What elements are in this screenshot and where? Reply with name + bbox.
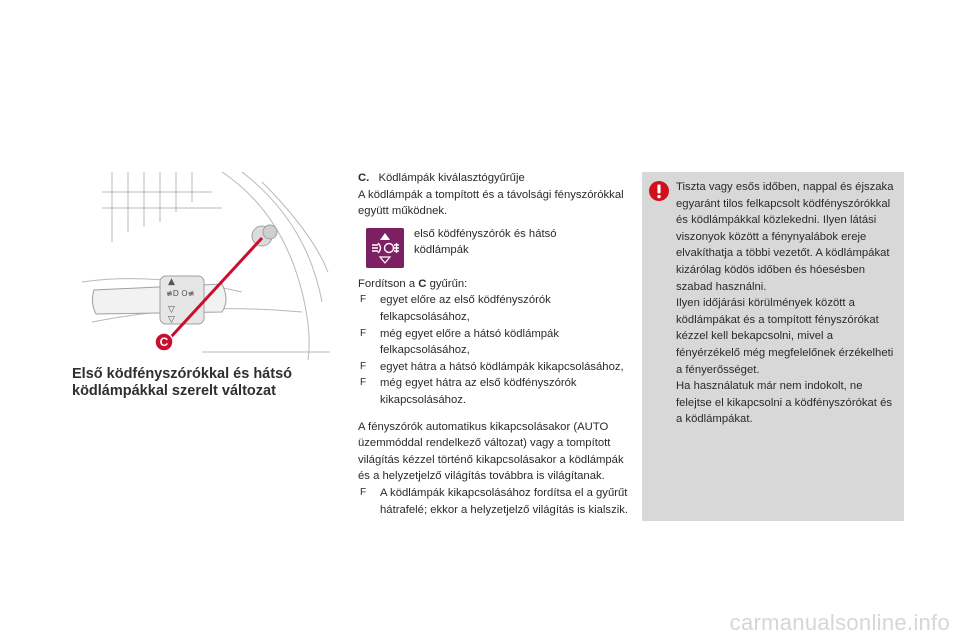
section-title — [72, 366, 342, 400]
turn-letter: C — [418, 277, 427, 290]
bullet-glyph: F — [360, 360, 367, 372]
auto-paragraph: A fényszórók automatikus kikapcsolásakor (AUTO üzemmóddal rendelkező változat) vagy a tompított világítás kézzel történő kikapcsolásakor a ködlámpák és a helyzetjelző világítás továbbra is világítanak. — [358, 420, 624, 483]
step-text: A ködlámpák kikapcsolásához fordítsa el a gyűrűt hátrafelé; ekkor a helyzetjelző világítás is kialszik. — [380, 486, 629, 516]
warning-text — [676, 179, 898, 428]
section-title-line2: ködlámpákkal szerelt változat — [72, 383, 276, 399]
c-label: C. — [358, 172, 370, 184]
warning-paragraph-3: Ha használatuk már nem indokolt, ne felejtse el kikapcsolni a ködfényszórókat és a ködlámpákat. — [676, 380, 893, 426]
turn-prefix: Fordítson a — [358, 277, 419, 290]
fog-lamp-stalk-illustration — [72, 172, 330, 360]
watermark: carmanualsonline.info — [729, 610, 950, 635]
warning-exclamation-icon — [648, 180, 670, 202]
warning-paragraph-2: Ilyen időjárási körülmények között a ködlámpákat és a tompított fényszórókat kézzel kell bekapcsolni, mivel a fényérzékelő még megfelelőnek érzékelheti a fényerősséget. — [676, 297, 894, 376]
step-text: még egyet előre a hátsó ködlámpák felkapcsolásához, — [380, 327, 559, 357]
list-item — [358, 359, 630, 376]
bullet-glyph: F — [360, 377, 367, 389]
bullet-glyph: F — [360, 327, 367, 339]
fog-symbol-description: első ködfényszórók és hátsó ködlámpák — [414, 227, 557, 257]
svg-text:▲: ▲ — [168, 277, 175, 287]
bullet-glyph: F — [360, 486, 367, 498]
warning-box — [642, 172, 904, 521]
list-item — [358, 292, 630, 325]
fog-symbol-row — [358, 226, 630, 276]
warning-paragraph-1: Tiszta vagy esős időben, nappal és éjszaka egyaránt tilos felkapcsolt ködfényszórókkal és ködlámpákkal közlekedni. Ilyen látási viszonyok között a fénynyalábok ereje elvakíthatja a többi vezetőt. A ködlámpákat kizárólag ködös időben és hóesésben szabad használni. — [676, 181, 894, 293]
step-text: egyet hátra a hátsó ködlámpák kikapcsolásához, — [380, 360, 624, 373]
list-item — [358, 485, 630, 518]
svg-text:▽: ▽ — [168, 315, 175, 325]
turn-suffix: gyűrűn: — [426, 277, 468, 290]
auto-steps-list — [358, 485, 630, 518]
main-text-column — [358, 170, 630, 518]
turn-instruction — [358, 276, 630, 293]
fog-lamp-icon — [366, 228, 404, 268]
c-description: Ködlámpák kiválasztógyűrűje — [378, 172, 525, 184]
bullet-glyph: F — [360, 294, 367, 306]
step-text: még egyet hátra az első ködfényszórók kikapcsolásához. — [380, 377, 577, 406]
svg-text:≢D O≢: ≢D O≢ — [166, 289, 195, 298]
c-definition — [358, 170, 630, 187]
steps-list — [358, 292, 630, 408]
intro-text: A ködlámpák a tompított és a távolsági fényszórókkal együtt működnek. — [358, 188, 624, 218]
list-item — [358, 326, 630, 359]
list-item — [358, 375, 630, 408]
svg-text:▽: ▽ — [168, 305, 175, 315]
callout-c: C — [159, 335, 169, 349]
section-title-line1: Első ködfényszórókkal és hátsó — [72, 366, 292, 382]
step-text: egyet előre az első ködfényszórók felkapcsolásához, — [380, 294, 551, 323]
